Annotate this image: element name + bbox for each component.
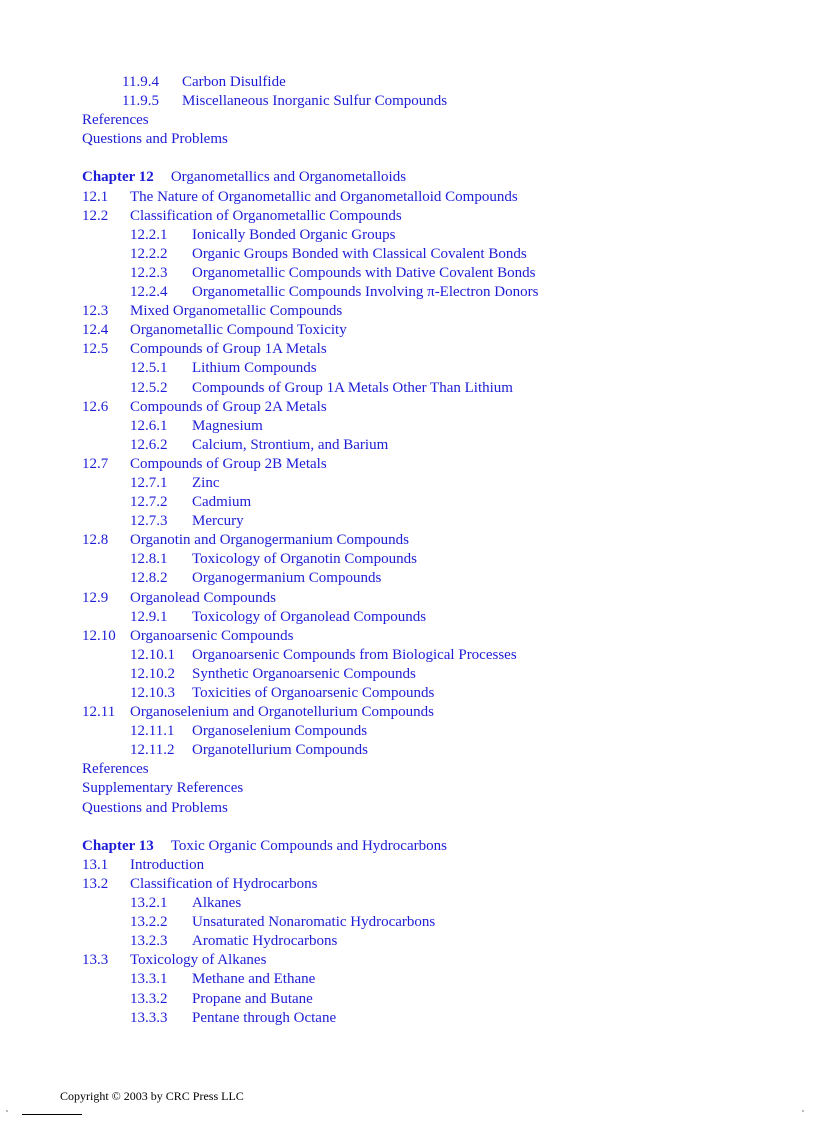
toc-entry-title: Compounds of Group 1A Metals [130, 341, 327, 358]
section-spacer [82, 149, 802, 168]
toc-entry-title: Organogermanium Compounds [192, 570, 382, 587]
toc-entry-number: 13.1 [82, 856, 109, 873]
toc-entry-title: Magnesium [192, 417, 263, 434]
toc-entry-title: The Nature of Organometallic and Organometalloid Compounds [130, 188, 518, 205]
toc-entry-title: Organolead Compounds [130, 589, 276, 606]
toc-entry-title: Questions and Problems [82, 799, 228, 816]
toc-entry-title: Organometallic Compounds Involving π-Electron Donors [192, 284, 539, 301]
toc-entry-title: Mercury [192, 513, 244, 530]
toc-entry-number: 13.2.3 [130, 933, 168, 950]
toc-entry-number: 12.11.2 [130, 742, 175, 759]
toc-entry-title: Methane and Ethane [192, 971, 316, 988]
toc-entry-link[interactable] [82, 875, 802, 894]
toc-entry-title: Carbon Disulfide [182, 74, 286, 90]
toc-entry-number: 12.3 [82, 303, 109, 320]
toc-entry-link[interactable] [82, 130, 802, 149]
toc-entry-link[interactable] [82, 417, 802, 436]
toc-entry-number: 13.3 [82, 952, 109, 969]
toc-entry-number: 12.7.1 [130, 474, 168, 491]
toc-entry-number: 12.8 [82, 532, 109, 549]
toc-entry-link[interactable] [82, 436, 802, 455]
toc-entry-title: Organic Groups Bonded with Classical Covalent Bonds [192, 245, 527, 262]
toc-entry-title: References [82, 761, 149, 778]
toc-entry-number: 12.8.2 [130, 570, 168, 587]
toc-entry-number: 12.10.2 [130, 665, 175, 682]
toc-entry-number: 12.9 [82, 589, 109, 606]
toc-entry-title: Ionically Bonded Organic Groups [192, 226, 396, 243]
corner-mark [802, 1110, 804, 1112]
toc-entry-link[interactable] [82, 226, 802, 245]
toc-entry-number: 13.3.1 [130, 971, 168, 988]
toc-entry-title: Organometallic Compound Toxicity [130, 322, 347, 339]
toc-chapter-link[interactable] [82, 168, 802, 187]
toc-entry-number: 13.3.2 [130, 990, 168, 1007]
toc-chapter-link[interactable] [82, 837, 802, 856]
toc-entry-number: 12.2.4 [130, 284, 168, 301]
toc-entry-link[interactable] [82, 283, 802, 302]
toc-entry-link[interactable] [82, 990, 802, 1009]
toc-entry-link[interactable] [82, 321, 802, 340]
toc-entry-title: Organotellurium Compounds [192, 742, 368, 759]
toc-entry-number: 12.9.1 [130, 608, 168, 625]
toc-entry-link[interactable] [82, 340, 802, 359]
toc-entry-link[interactable] [82, 550, 802, 569]
toc-entry-title: Toxicology of Organotin Compounds [192, 551, 417, 568]
toc-entry-link[interactable] [82, 722, 802, 741]
toc-entry-title: Compounds of Group 1A Metals Other Than Lithium [192, 379, 513, 396]
toc-entry-link[interactable] [82, 245, 802, 264]
toc-entry-link[interactable] [82, 359, 802, 378]
toc-entry-link[interactable] [82, 379, 802, 398]
toc-entry-title: Supplementary References [82, 780, 244, 797]
toc-entry-link[interactable] [82, 302, 802, 321]
toc-entry-number: 12.2.1 [130, 226, 168, 243]
toc-entry-number: 12.10.1 [130, 646, 175, 663]
toc-entry-link[interactable] [82, 92, 802, 111]
toc-entry-number: 12.2 [82, 207, 109, 224]
toc-entry-title: Compounds of Group 2A Metals [130, 398, 327, 415]
toc-entry-number: 11.9.4 [122, 74, 159, 90]
toc-entry-title: Organoarsenic Compounds [130, 627, 294, 644]
toc-entry-title: Toxic Organic Compounds and Hydrocarbons [170, 837, 447, 854]
toc-entry-link[interactable] [82, 627, 802, 646]
toc-entry-number: 13.3.3 [130, 1009, 168, 1026]
toc-entry-number: 12.4 [82, 322, 109, 339]
toc-entry-title: Organoselenium Compounds [192, 723, 368, 740]
toc-entry-link[interactable] [82, 474, 802, 493]
toc-entry-link[interactable] [82, 264, 802, 283]
toc-entry-link[interactable] [82, 760, 802, 779]
toc-entry-number: 13.2 [82, 875, 109, 892]
toc-entry-title: Alkanes [192, 895, 242, 912]
toc-entry-title: Organoarsenic Compounds from Biological Processes [192, 646, 517, 663]
toc-entry-number: 12.11.1 [130, 723, 175, 740]
toc-entry-number: 11.9.5 [122, 93, 159, 110]
toc-entry-title: Questions and Problems [82, 131, 228, 148]
corner-mark [6, 1110, 8, 1112]
toc-entry-number: 12.2.3 [130, 264, 168, 281]
toc-entry-link[interactable] [82, 207, 802, 226]
toc-entry-link[interactable] [82, 779, 802, 798]
footer-rule [22, 1114, 82, 1115]
toc-entry-number: 12.7 [82, 455, 109, 472]
toc-entry-number: 12.10 [82, 627, 116, 644]
toc-entry-number: 12.10.3 [130, 685, 175, 701]
toc-entry-link[interactable] [82, 455, 802, 474]
toc-entry-link[interactable] [82, 73, 802, 92]
toc-entry-link[interactable] [82, 188, 802, 207]
toc-entry-number: Chapter 12 [82, 169, 154, 186]
toc-entry-link[interactable] [82, 703, 802, 722]
toc-entry-link[interactable] [82, 1009, 802, 1028]
toc-entry-number: 12.2.2 [130, 245, 168, 262]
toc-entry-number: 12.8.1 [130, 551, 168, 568]
toc-entry-link[interactable] [82, 512, 802, 531]
toc-entry-link[interactable] [82, 111, 802, 130]
toc-entry-title: References [82, 112, 149, 129]
toc-entry-title: Toxicities of Organoarsenic Compounds [192, 685, 435, 701]
toc-entry-link[interactable] [82, 684, 802, 703]
toc-entry-title: Cadmium [192, 494, 252, 511]
toc-entry-number: 12.5 [82, 341, 109, 358]
toc-entry-title: Zinc [192, 474, 220, 491]
toc-entry-link[interactable] [82, 608, 802, 627]
toc-entry-link[interactable] [82, 493, 802, 512]
toc-entry-title: Propane and Butane [192, 990, 313, 1007]
toc-entry-title: Miscellaneous Inorganic Sulfur Compounds [182, 93, 448, 110]
toc-entry-title: Organotin and Organogermanium Compounds [130, 532, 409, 549]
toc-entry-title: Synthetic Organoarsenic Compounds [192, 665, 416, 682]
toc-entry-link[interactable] [82, 894, 802, 913]
toc-entry-link[interactable] [82, 799, 802, 818]
toc-entry-title: Organoselenium and Organotellurium Compounds [130, 704, 434, 721]
toc-entry-title: Introduction [130, 856, 205, 873]
toc-entry-title: Organometallic Compounds with Dative Covalent Bonds [192, 264, 536, 281]
toc-entry-title: Lithium Compounds [192, 360, 317, 377]
toc-entry-title: Classification of Hydrocarbons [130, 875, 318, 892]
toc-entry-link[interactable] [82, 665, 802, 684]
toc-entry-number: Chapter 13 [82, 837, 154, 854]
toc-entry-number: 12.6 [82, 398, 109, 415]
toc-entry-title: Calcium, Strontium, and Barium [192, 436, 389, 453]
toc-entry-number: 13.2.1 [130, 895, 168, 912]
toc-entry-title: Organometallics and Organometalloids [170, 169, 407, 186]
toc-entry-link[interactable] [82, 913, 802, 932]
toc-entry-number: 12.1 [82, 188, 109, 205]
toc-entry-title: Toxicology of Organolead Compounds [192, 608, 427, 625]
toc-entry-number: 12.6.1 [130, 417, 168, 434]
toc-entry-link[interactable] [82, 932, 802, 951]
toc-entry-title: Pentane through Octane [192, 1009, 337, 1026]
toc-entry-title: Compounds of Group 2B Metals [130, 455, 327, 472]
toc-entry-title: Classification of Organometallic Compounds [130, 207, 402, 224]
toc-entry-number: 12.5.1 [130, 360, 168, 377]
toc-entry-link[interactable] [82, 970, 802, 989]
toc-entry-link[interactable] [82, 646, 802, 665]
toc-entry-title: Mixed Organometallic Compounds [130, 303, 343, 320]
toc-entry-title: Toxicology of Alkanes [130, 952, 267, 969]
toc-entry-link[interactable] [82, 569, 802, 588]
toc-entry-number: 12.11 [82, 704, 116, 721]
toc-entry-link[interactable] [82, 741, 802, 760]
toc-entry-number: 12.5.2 [130, 379, 168, 396]
toc-entry-number: 12.7.2 [130, 494, 168, 511]
toc-entry-title: Unsaturated Nonaromatic Hydrocarbons [192, 914, 436, 931]
toc-entry-link[interactable] [82, 856, 802, 875]
toc-entry-link[interactable] [82, 531, 802, 550]
table-of-contents [82, 73, 802, 1028]
toc-entry-number: 13.2.2 [130, 914, 168, 931]
copyright-notice: Copyright © 2003 by CRC Press LLC [60, 1089, 244, 1103]
section-spacer [82, 818, 802, 837]
toc-entry-number: 12.7.3 [130, 513, 168, 530]
toc-entry-link[interactable] [82, 951, 802, 970]
toc-entry-title: Aromatic Hydrocarbons [192, 933, 338, 950]
toc-entry-link[interactable] [82, 589, 802, 608]
toc-entry-link[interactable] [82, 398, 802, 417]
toc-entry-number: 12.6.2 [130, 436, 168, 453]
